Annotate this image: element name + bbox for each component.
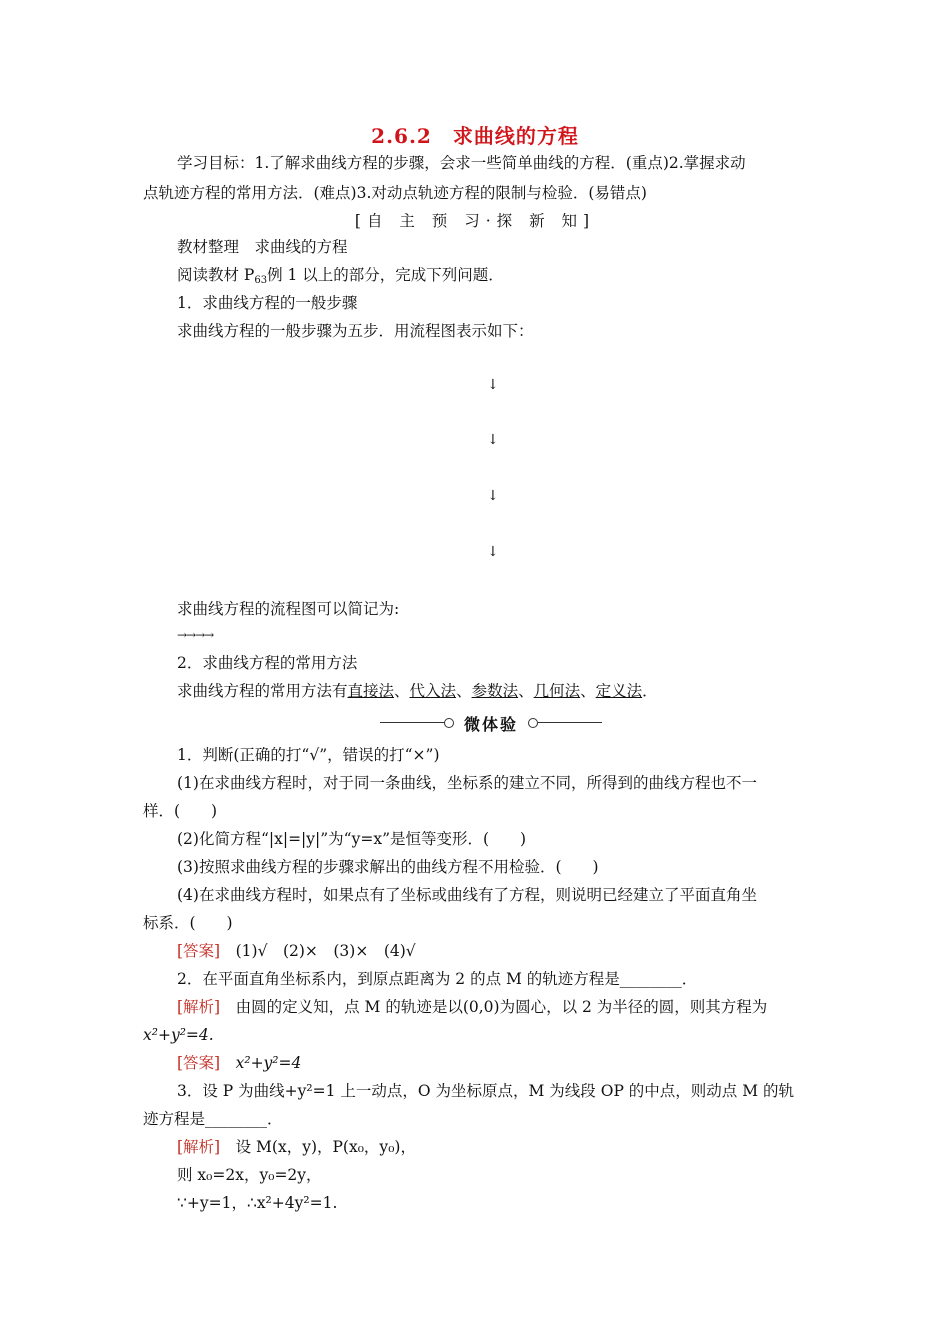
goals-line-2: 点轨迹方程的常用方法．(难点)3.对动点轨迹方程的限制与检验．(易错点) <box>143 184 647 202</box>
answer-tag: [答案] <box>177 1054 221 1072</box>
q2-analysis-b: x²+y²=4. <box>143 1026 214 1044</box>
flow-arrow-3: ↓ <box>487 488 499 504</box>
section-header: [自 主 预 习·探 新 知] <box>354 212 596 230</box>
banner-rule-left <box>380 722 446 723</box>
read-instruction <box>177 264 807 292</box>
flow-short-arrows: →→→→ <box>177 628 214 642</box>
flow-arrow-1: ↓ <box>487 377 499 393</box>
q3-analysis-text: 设 M(x，y)，P(x₀，y₀)， <box>220 1138 416 1156</box>
banner-dot-left <box>444 718 454 728</box>
method-definition: 定义法 <box>595 682 643 700</box>
q1-item2: (2)化简方程“|x|=|y|”为“y=x”是恒等变形．( ) <box>177 830 527 848</box>
banner-rule-right <box>538 722 602 723</box>
q1-answer <box>177 940 807 962</box>
answer-tag: [答案] <box>177 942 221 960</box>
q1-item4-a: (4)在求曲线方程时，如果点有了坐标或曲线有了方程，则说明已经建立了平面直角坐 <box>177 886 757 904</box>
analysis-tag: [解析] <box>177 998 221 1016</box>
textbook-heading: 教材整理 求曲线的方程 <box>177 238 348 256</box>
page-title: 2.6.2 求曲线的方程 <box>371 124 579 148</box>
q3-line-2: 则 x₀=2x，y₀=2y， <box>177 1166 322 1184</box>
goals-line-1: 学习目标：1.了解求曲线方程的步骤，会求一些简单曲线的方程．(重点)2.掌握求动 <box>177 154 746 172</box>
q2-text: 2．在平面直角坐标系内，到原点距离为 2 的点 M 的轨迹方程是________． <box>177 970 698 988</box>
flow-arrow-4: ↓ <box>487 544 499 560</box>
method-parameter: 参数法 <box>471 682 519 700</box>
q3-analysis <box>177 1136 807 1158</box>
read-pre: 阅读教材 P <box>177 266 255 284</box>
q2-analysis-a <box>177 996 807 1018</box>
banner-title: 微体验 <box>463 715 518 734</box>
method-direct: 直接法 <box>347 682 395 700</box>
methods-end: ． <box>642 682 658 700</box>
q1-item1-b: 样．( ) <box>143 802 218 820</box>
methods-line <box>177 680 807 702</box>
methods-sep: 、 <box>394 682 410 700</box>
methods-prefix: 求曲线方程的常用方法有 <box>177 682 348 700</box>
analysis-tag: [解析] <box>177 1138 221 1156</box>
q1-item1-a: (1)在求曲线方程时，对于同一条曲线，坐标系的建立不同，所得到的曲线方程也不一 <box>177 774 757 792</box>
read-post: 例 1 以上的部分，完成下列问题． <box>267 266 504 284</box>
banner-dot-right <box>528 718 538 728</box>
method-substitution: 代入法 <box>409 682 457 700</box>
q3-line-3: ∵+y=1，∴x²+4y²=1. <box>177 1194 338 1212</box>
flow-note: 求曲线方程的流程图可以简记为: <box>177 600 400 618</box>
q2-answer <box>177 1052 807 1074</box>
step-title: 1．求曲线方程的一般步骤 <box>177 294 358 312</box>
q1-item3: (3)按照求曲线方程的步骤求解出的曲线方程不用检验．( ) <box>177 858 599 876</box>
q1-item4-b: 标系．( ) <box>143 914 233 932</box>
q1-title: 1．判断(正确的打“√”，错误的打“×”) <box>177 746 440 764</box>
methods-sep: 、 <box>518 682 534 700</box>
exercise-banner <box>380 712 602 734</box>
q3-text-a: 3．设 P 为曲线+y²=1 上一动点，O 为坐标原点，M 为线段 OP 的中点，则动点 M 的轨 <box>177 1082 795 1100</box>
q2-analysis-text: 由圆的定义知，点 M 的轨迹是以(0,0)为圆心，以 2 为半径的圆，则其方程为 <box>220 998 768 1016</box>
methods-sep: 、 <box>456 682 472 700</box>
q1-answer-text: (1)√ (2)× (3)× (4)√ <box>220 942 416 960</box>
flow-arrow-2: ↓ <box>487 432 499 448</box>
q2-answer-text: x²+y²=4 <box>220 1054 302 1072</box>
methods-title: 2．求曲线方程的常用方法 <box>177 654 358 672</box>
read-page-sub: 63 <box>254 275 268 286</box>
q3-text-b: 迹方程是________． <box>143 1110 283 1128</box>
step-description: 求曲线方程的一般步骤为五步．用流程图表示如下： <box>177 322 534 340</box>
method-geometric: 几何法 <box>533 682 581 700</box>
methods-sep: 、 <box>580 682 596 700</box>
